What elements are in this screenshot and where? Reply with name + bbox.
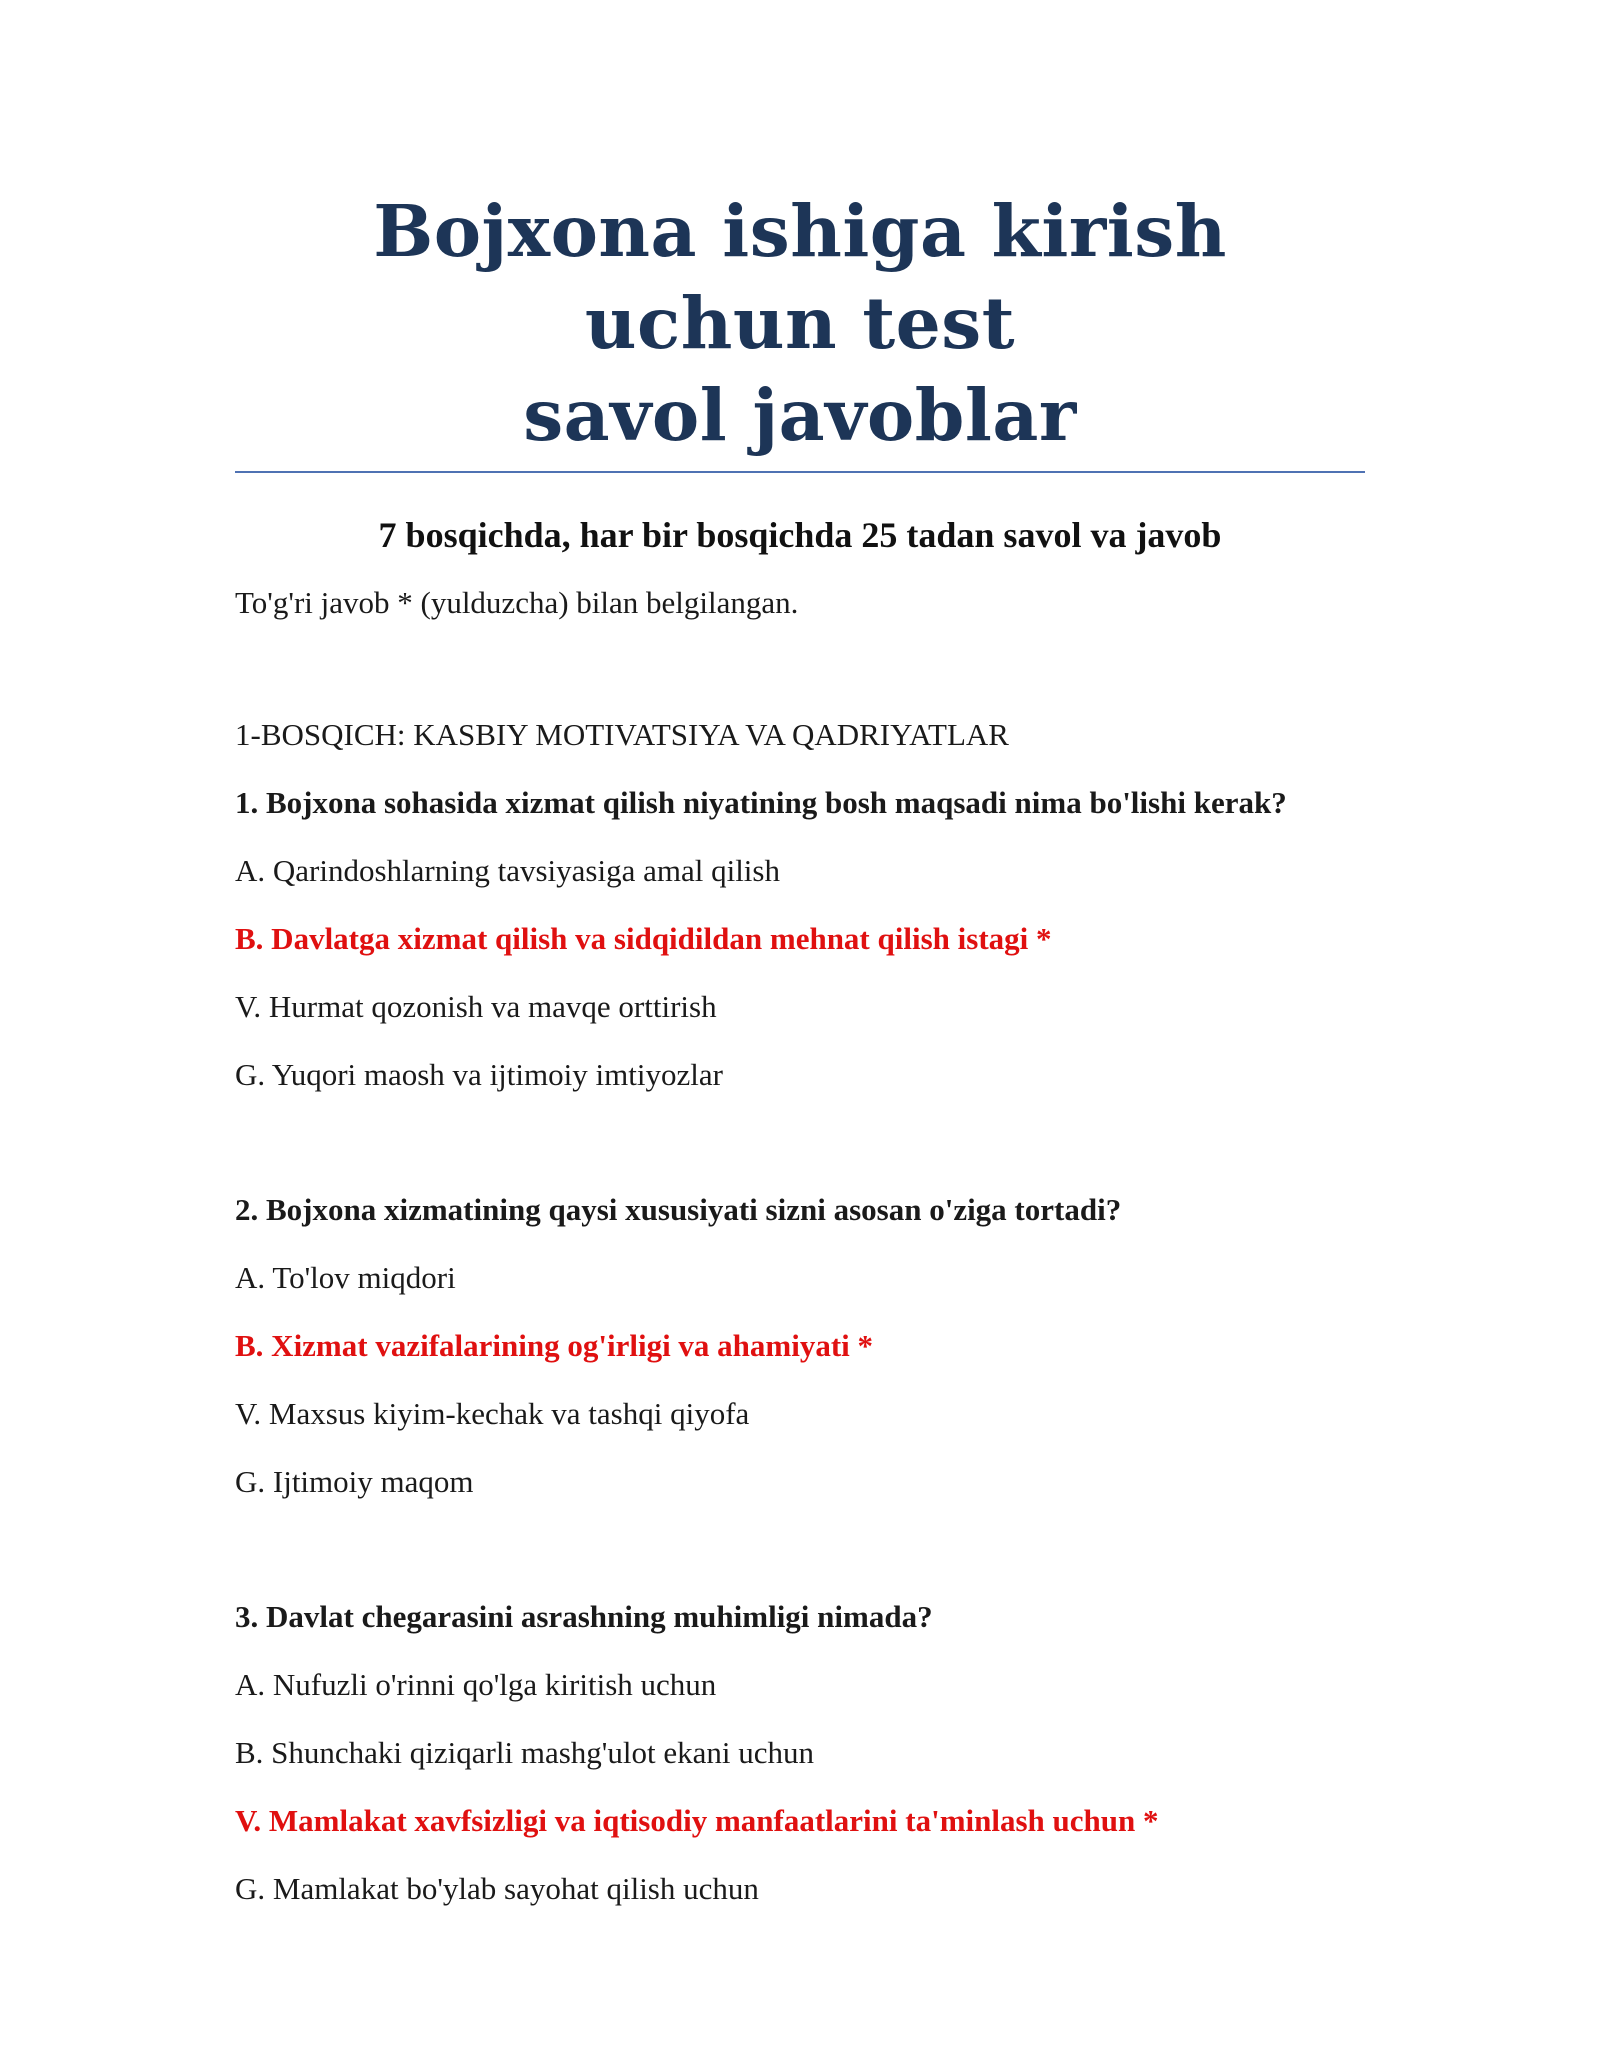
- question-text: 2. Bojxona xizmatining qaysi xususiyati sizni asosan o'ziga tortadi?: [235, 1192, 1122, 1227]
- answer-option: V. Maxsus kiyim-kechak va tashqi qiyofa: [235, 1396, 750, 1431]
- answer-key-note: To'g'ri javob * (yulduzcha) bilan belgilangan.: [235, 585, 799, 620]
- answer-option: B. Shunchaki qiziqarli mashg'ulot ekani uchun: [235, 1735, 814, 1770]
- answer-option: G. Ijtimoiy maqom: [235, 1464, 474, 1499]
- title-line-2: savol javoblar: [523, 373, 1077, 457]
- document-title: [235, 0, 1365, 461]
- answer-option: V. Hurmat qozonish va mavqe orttirish: [235, 989, 717, 1024]
- question-block: [235, 1597, 1365, 1909]
- question-text: 3. Davlat chegarasini asrashning muhimligi nimada?: [235, 1599, 933, 1634]
- section-title: 1-BOSQICH: KASBIY MOTIVATSIYA VA QADRIYATLAR: [235, 717, 1009, 752]
- document-subtitle: 7 bosqichda, har bir bosqichda 25 tadan savol va javob: [378, 515, 1222, 555]
- answer-option: A. To'lov miqdori: [235, 1260, 456, 1295]
- correct-answer-option: B. Davlatga xizmat qilish va sidqidildan mehnat qilish istagi *: [235, 921, 1052, 956]
- correct-answer-option: B. Xizmat vazifalarining og'irligi va ahamiyati *: [235, 1328, 874, 1363]
- document-page: [235, 0, 1365, 1909]
- answer-option: A. Qarindoshlarning tavsiyasiga amal qilish: [235, 853, 780, 888]
- correct-answer-option: V. Mamlakat xavfsizligi va iqtisodiy manfaatlarini ta'minlash uchun *: [235, 1803, 1159, 1838]
- question-block: [235, 1190, 1365, 1502]
- question-block: [235, 783, 1365, 1095]
- title-line-1: Bojxona ishiga kirish uchun test: [373, 189, 1227, 365]
- answer-option: G. Mamlakat bo'ylab sayohat qilish uchun: [235, 1871, 759, 1906]
- answer-option: G. Yuqori maosh va ijtimoiy imtiyozlar: [235, 1057, 723, 1092]
- answer-option: A. Nufuzli o'rinni qo'lga kiritish uchun: [235, 1667, 717, 1702]
- title-divider: [235, 471, 1365, 473]
- question-text: 1. Bojxona sohasida xizmat qilish niyatining bosh maqsadi nima bo'lishi kerak?: [235, 785, 1287, 820]
